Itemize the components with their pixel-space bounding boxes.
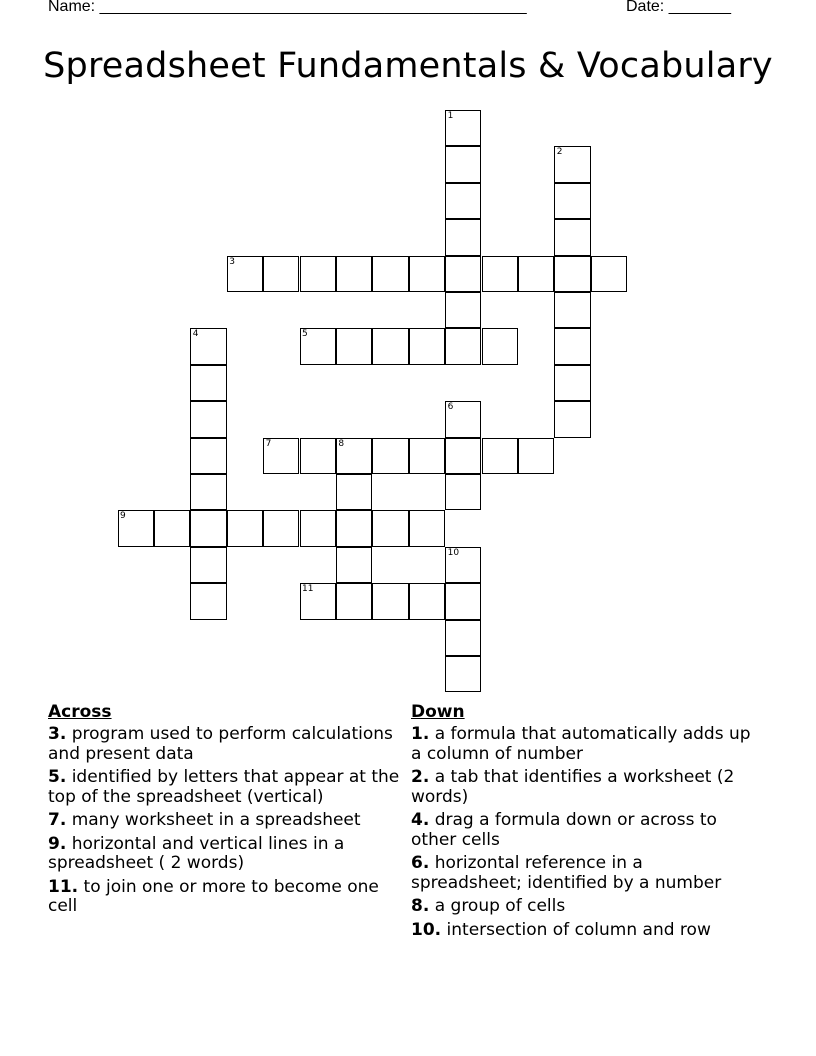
- page-title: Spreadsheet Fundamentals & Vocabulary: [43, 46, 773, 86]
- clue-text: a formula that automatically adds up a column of number: [411, 724, 751, 764]
- across-heading: Across: [48, 702, 112, 722]
- crossword-cell[interactable]: [445, 656, 481, 692]
- crossword-cell[interactable]: [445, 583, 481, 619]
- clue-text: identified by letters that appear at the top of the spreadsheet (vertical): [48, 767, 400, 807]
- name-blank: ________________________________________________: [99, 0, 527, 15]
- crossword-cell[interactable]: [554, 183, 590, 219]
- crossword-cell[interactable]: [336, 583, 372, 619]
- cell-number: 5: [302, 329, 308, 340]
- clue-down-4: [411, 811, 756, 850]
- clue-number: 3.: [48, 724, 67, 744]
- crossword-cell[interactable]: [300, 256, 336, 292]
- crossword-cell[interactable]: [409, 256, 445, 292]
- crossword-cell[interactable]: [445, 110, 481, 146]
- cell-number: 7: [265, 438, 272, 449]
- cell-number: 8: [338, 438, 345, 449]
- crossword-cell[interactable]: [154, 510, 190, 546]
- clue-text: a tab that identifies a worksheet (2 words): [411, 767, 735, 807]
- crossword-cell[interactable]: [554, 365, 590, 401]
- clue-down-1: [411, 725, 756, 764]
- date-blank: _______: [668, 0, 731, 15]
- clue-text: many worksheet in a spreadsheet: [71, 810, 361, 830]
- crossword-cell[interactable]: [336, 256, 372, 292]
- crossword-cell[interactable]: [409, 583, 445, 619]
- clue-text: program used to perform calculations and present data: [48, 724, 393, 764]
- clue-down-6: [411, 854, 756, 893]
- crossword-cell[interactable]: [372, 256, 408, 292]
- clue-down-10: [411, 921, 756, 941]
- crossword-cell[interactable]: [554, 292, 590, 328]
- crossword-cell[interactable]: [372, 583, 408, 619]
- crossword-cell[interactable]: [518, 256, 554, 292]
- crossword-cell[interactable]: [190, 547, 226, 583]
- crossword-cell[interactable]: [445, 292, 481, 328]
- crossword-cell[interactable]: [300, 328, 336, 364]
- crossword-cell[interactable]: [190, 474, 226, 510]
- crossword-cell[interactable]: [445, 146, 481, 182]
- crossword-cell[interactable]: [190, 328, 226, 364]
- crossword-cell[interactable]: [190, 438, 226, 474]
- down-heading: Down: [411, 702, 465, 722]
- crossword-cell[interactable]: [263, 510, 299, 546]
- cell-number: 1: [447, 111, 454, 121]
- crossword-cell[interactable]: [482, 256, 518, 292]
- clue-number: 9.: [48, 833, 67, 854]
- crossword-cell[interactable]: [190, 401, 226, 437]
- crossword-cell[interactable]: [372, 510, 408, 546]
- crossword-cell[interactable]: [336, 474, 372, 510]
- crossword-cell[interactable]: [445, 474, 481, 510]
- clue-across-5: [48, 768, 404, 807]
- clue-text: intersection of column and row: [446, 919, 711, 940]
- crossword-cell[interactable]: [445, 183, 481, 219]
- crossword-cell[interactable]: [554, 256, 590, 292]
- crossword-cell[interactable]: [445, 438, 481, 474]
- clue-text: to join one or more to become one cell: [48, 876, 379, 916]
- crossword-cell[interactable]: [554, 219, 590, 255]
- cell-number: 11: [302, 584, 314, 595]
- crossword-cell[interactable]: [263, 256, 299, 292]
- crossword-cell[interactable]: [336, 438, 372, 474]
- crossword-cell[interactable]: [263, 438, 299, 474]
- cell-number: 9: [120, 511, 126, 522]
- crossword-cell[interactable]: [554, 328, 590, 364]
- cell-number: 10: [447, 547, 460, 558]
- crossword-cell[interactable]: [227, 510, 263, 546]
- cell-number: 6: [447, 402, 454, 413]
- clue-number: 6.: [411, 853, 430, 873]
- clue-number: 10.: [411, 919, 442, 940]
- clue-number: 11.: [48, 876, 79, 897]
- crossword-cell[interactable]: [372, 438, 408, 474]
- name-label: Name:: [48, 0, 96, 15]
- clue-across-11: [48, 878, 404, 917]
- clue-number: 5.: [48, 767, 67, 787]
- clue-across-9: [48, 835, 404, 874]
- clue-across-7: [48, 811, 404, 831]
- clue-text: horizontal and vertical lines in a spreadsheet ( 2 words): [48, 833, 345, 873]
- crossword-cell[interactable]: [409, 510, 445, 546]
- clue-across-3: [48, 725, 404, 764]
- crossword-cell[interactable]: [336, 510, 372, 546]
- crossword-cell[interactable]: [445, 620, 481, 656]
- crossword-cell[interactable]: [554, 401, 590, 437]
- crossword-cell[interactable]: [445, 219, 481, 255]
- crossword-cell[interactable]: [118, 510, 154, 546]
- crossword-cell[interactable]: [518, 438, 554, 474]
- crossword-cell[interactable]: [482, 328, 518, 364]
- crossword-cell[interactable]: [445, 256, 481, 292]
- clue-number: 7.: [48, 810, 67, 830]
- clue-number: 2.: [411, 767, 430, 787]
- crossword-cell[interactable]: [591, 256, 627, 292]
- clue-number: 8.: [411, 896, 430, 916]
- down-clues: [411, 702, 756, 944]
- crossword-cell[interactable]: [445, 401, 481, 437]
- crossword-cell[interactable]: [409, 438, 445, 474]
- crossword-cell[interactable]: [190, 510, 226, 546]
- cell-number: 3: [229, 256, 235, 267]
- crossword-cell[interactable]: [300, 583, 336, 619]
- cell-number: 4: [192, 329, 199, 340]
- crossword-cell[interactable]: [482, 438, 518, 474]
- crossword-cell[interactable]: [300, 438, 336, 474]
- clue-text: horizontal reference in a spreadsheet; identified by a number: [411, 853, 722, 893]
- clue-text: a group of cells: [434, 896, 566, 916]
- crossword-cell[interactable]: [409, 328, 445, 364]
- clue-number: 1.: [411, 724, 430, 744]
- crossword-cell[interactable]: [190, 583, 226, 619]
- clue-down-2: [411, 768, 756, 807]
- crossword-cell[interactable]: [336, 547, 372, 583]
- date-label: Date:: [626, 0, 665, 15]
- crossword-cell[interactable]: [445, 328, 481, 364]
- across-clues: [48, 702, 404, 921]
- clue-text: drag a formula down or across to other cells: [411, 810, 717, 850]
- crossword-cell[interactable]: [372, 328, 408, 364]
- crossword-cell[interactable]: [554, 146, 590, 182]
- crossword-cell[interactable]: [445, 547, 481, 583]
- crossword-cell[interactable]: [190, 365, 226, 401]
- clue-number: 4.: [411, 810, 430, 830]
- crossword-cell[interactable]: [336, 328, 372, 364]
- crossword-cell[interactable]: [300, 510, 336, 546]
- cell-number: 2: [556, 147, 563, 158]
- crossword-cell[interactable]: [227, 256, 263, 292]
- clue-down-8: [411, 897, 756, 917]
